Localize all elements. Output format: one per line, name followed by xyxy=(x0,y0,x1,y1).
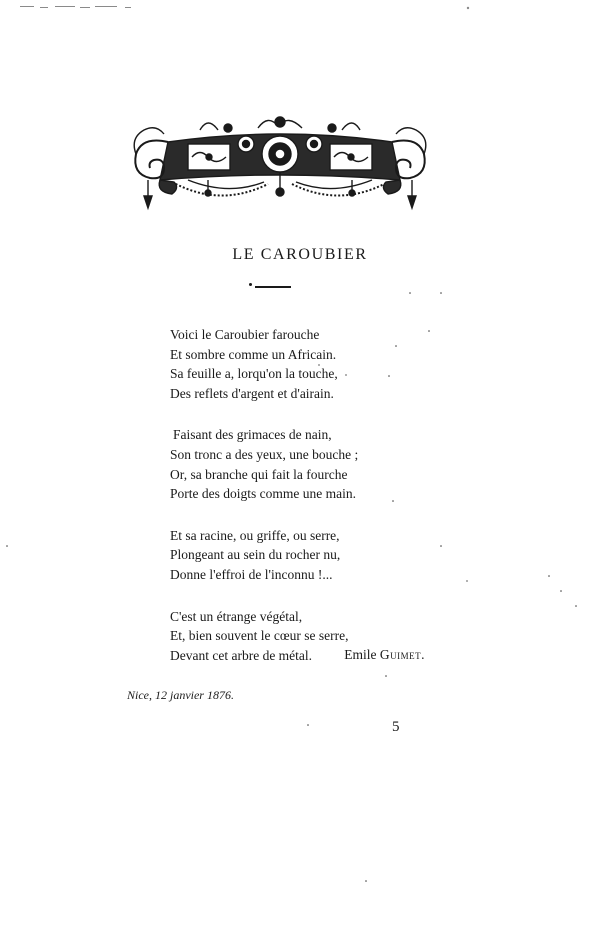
paper-speck xyxy=(560,590,562,592)
title-rule xyxy=(255,286,291,288)
paper-speck xyxy=(440,292,442,294)
paper-speck xyxy=(548,575,550,577)
title-rule-dot xyxy=(249,283,252,286)
poem-line: C'est un étrange végétal, xyxy=(170,608,303,624)
paper-speck xyxy=(440,545,442,547)
poem-line: Sa feuille a, lorqu'on la touche, xyxy=(170,366,338,382)
paper-speck xyxy=(428,330,430,332)
paper-speck xyxy=(318,364,320,366)
dateline: Nice, 12 janvier 1876. xyxy=(127,688,234,702)
author-surname: Guimet. xyxy=(379,647,425,662)
poem-line: Et sombre comme un Africain. xyxy=(170,346,337,362)
paper-speck xyxy=(392,500,394,502)
poem-line: Voici le Caroubier farouche xyxy=(170,327,320,342)
stanza xyxy=(170,325,430,403)
author-signature xyxy=(344,647,425,663)
stanza xyxy=(170,526,430,585)
paper-speck xyxy=(365,880,367,882)
paper-speck xyxy=(409,292,411,294)
poem-line: Faisant des grimaces de nain, xyxy=(173,427,332,443)
paper-speck xyxy=(307,724,309,726)
poem-line: Devant cet arbre de métal. xyxy=(170,647,313,663)
top-edge-specks xyxy=(0,0,600,8)
poem-line: Et sa racine, ou griffe, ou serre, xyxy=(170,527,340,543)
paper-speck xyxy=(395,345,397,347)
paper-speck xyxy=(388,375,390,377)
poem-line: Des reflets d'argent et d'airain. xyxy=(170,385,334,401)
poem-line: Plongeant au sein du rocher nu, xyxy=(170,547,341,563)
paper-speck xyxy=(466,580,468,582)
paper-speck xyxy=(575,605,577,607)
author-first-name: Emile xyxy=(344,647,377,662)
poem-line: Donne l'effroi de l'inconnu !... xyxy=(170,566,333,582)
poem-line: Et, bien souvent le cœur se serre, xyxy=(170,628,349,644)
paper-speck xyxy=(385,675,387,677)
decorative-headpiece xyxy=(128,108,432,214)
poem-title: LE CAROUBIER xyxy=(232,246,368,263)
poem-line: Porte des doigts comme une main. xyxy=(170,486,356,502)
paper-speck xyxy=(6,545,8,547)
poem-line: Or, sa branche qui fait la fourche xyxy=(170,466,348,482)
stanza xyxy=(170,425,430,503)
paper-speck xyxy=(345,374,347,376)
poem-body xyxy=(170,325,430,687)
poem-line: Son tronc a des yeux, une bouche ; xyxy=(170,446,359,462)
page-number: 5 xyxy=(392,719,400,735)
